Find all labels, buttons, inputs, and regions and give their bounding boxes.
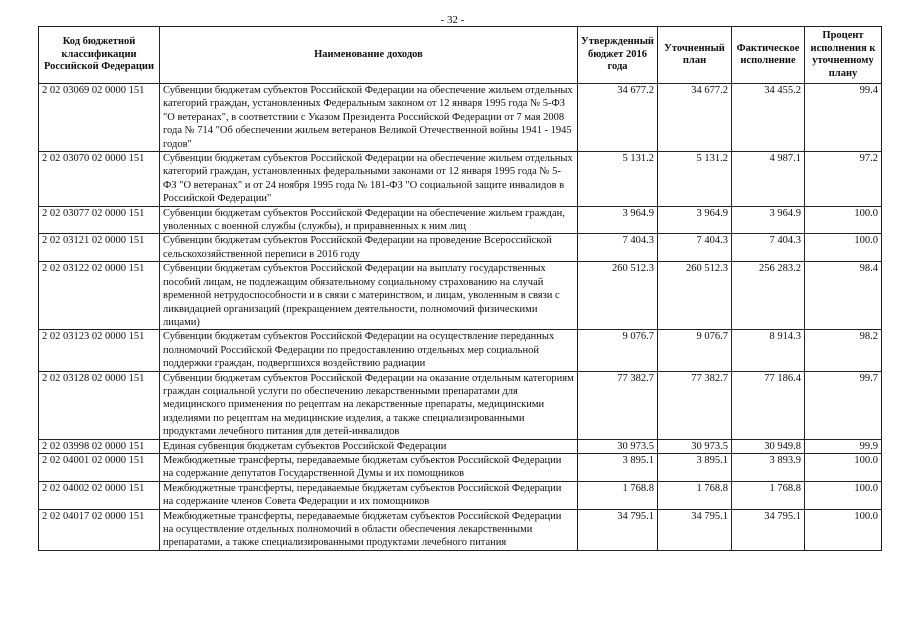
actual-execution-cell: 3 893.9 <box>732 453 805 481</box>
revenue-name-cell: Межбюджетные трансферты, передаваемые бюджетам субъектов Российской Федерации на содержание депутатов Государственной Думы и их помощников <box>160 453 578 481</box>
budget-code-cell: 2 02 03070 02 0000 151 <box>39 152 160 207</box>
execution-percent-cell: 100.0 <box>805 481 882 509</box>
execution-percent-cell: 100.0 <box>805 509 882 550</box>
revenue-table <box>38 26 882 551</box>
table-header-row <box>39 27 882 84</box>
table-row <box>39 262 882 330</box>
approved-budget-cell: 260 512.3 <box>578 262 658 330</box>
actual-execution-cell: 3 964.9 <box>732 206 805 234</box>
execution-percent-cell: 99.9 <box>805 439 882 453</box>
actual-execution-cell: 4 987.1 <box>732 152 805 207</box>
revenue-name-cell: Единая субвенция бюджетам субъектов Российской Федерации <box>160 439 578 453</box>
actual-execution-cell: 8 914.3 <box>732 330 805 371</box>
execution-percent-cell: 100.0 <box>805 453 882 481</box>
actual-execution-cell: 30 949.8 <box>732 439 805 453</box>
table-row <box>39 439 882 453</box>
header-code: Код бюджетной классификации Российской Федерации <box>39 27 160 84</box>
actual-execution-cell: 34 455.2 <box>732 84 805 152</box>
approved-budget-cell: 30 973.5 <box>578 439 658 453</box>
header-revised: Уточненный план <box>658 27 732 84</box>
execution-percent-cell: 100.0 <box>805 206 882 234</box>
table-row <box>39 371 882 439</box>
page-number: - 32 - <box>440 14 465 26</box>
approved-budget-cell: 5 131.2 <box>578 152 658 207</box>
header-name: Наименование доходов <box>160 27 578 84</box>
budget-code-cell: 2 02 03077 02 0000 151 <box>39 206 160 234</box>
budget-code-cell: 2 02 03128 02 0000 151 <box>39 371 160 439</box>
revenue-name-cell: Субвенции бюджетам субъектов Российской Федерации на проведение Всероссийской сельскохозяйственной переписи в 2016 году <box>160 234 578 262</box>
revenue-name-cell: Субвенции бюджетам субъектов Российской Федерации на обеспечение жильем граждан, уволенных с военной службы (службы), и приравненных к ним лиц <box>160 206 578 234</box>
table-row <box>39 330 882 371</box>
actual-execution-cell: 77 186.4 <box>732 371 805 439</box>
revised-plan-cell: 9 076.7 <box>658 330 732 371</box>
table-row <box>39 453 882 481</box>
budget-code-cell: 2 02 03121 02 0000 151 <box>39 234 160 262</box>
execution-percent-cell: 100.0 <box>805 234 882 262</box>
budget-code-cell: 2 02 04001 02 0000 151 <box>39 453 160 481</box>
revenue-name-cell: Субвенции бюджетам субъектов Российской Федерации на оказание отдельным категориям граждан социальной услуги по обеспечению лекарственными препаратами для медицинского применения по рецептам на лекарственные препараты, медицинскими изделиями по рецептам на медицинские изделия, а также специализированными продуктами лечебного питания для детей-инвалидов <box>160 371 578 439</box>
table-row <box>39 84 882 152</box>
execution-percent-cell: 98.4 <box>805 262 882 330</box>
revised-plan-cell: 34 795.1 <box>658 509 732 550</box>
revenue-name-cell: Межбюджетные трансферты, передаваемые бюджетам субъектов Российской Федерации на осуществление отдельных полномочий в области обеспечения лекарственными препаратами, а также специализированными продуктами лечебного питания <box>160 509 578 550</box>
execution-percent-cell: 99.4 <box>805 84 882 152</box>
revised-plan-cell: 3 895.1 <box>658 453 732 481</box>
actual-execution-cell: 256 283.2 <box>732 262 805 330</box>
approved-budget-cell: 3 964.9 <box>578 206 658 234</box>
approved-budget-cell: 34 795.1 <box>578 509 658 550</box>
table-row <box>39 152 882 207</box>
revenue-name-cell: Субвенции бюджетам субъектов Российской Федерации на осуществление переданных полномочий Российской Федерации по предоставлению отдельных мер социальной поддержки граждан, подвергшихся воздействию радиации <box>160 330 578 371</box>
budget-code-cell: 2 02 03998 02 0000 151 <box>39 439 160 453</box>
table-row <box>39 509 882 550</box>
approved-budget-cell: 9 076.7 <box>578 330 658 371</box>
approved-budget-cell: 7 404.3 <box>578 234 658 262</box>
execution-percent-cell: 99.7 <box>805 371 882 439</box>
revised-plan-cell: 260 512.3 <box>658 262 732 330</box>
budget-code-cell: 2 02 04017 02 0000 151 <box>39 509 160 550</box>
revised-plan-cell: 3 964.9 <box>658 206 732 234</box>
header-percent: Процент исполнения к уточненному плану <box>805 27 882 84</box>
revenue-name-cell: Субвенции бюджетам субъектов Российской Федерации на выплату государственных пособий лицам, не подлежащим обязательному социальному страхованию на случай временной нетрудоспособности и в связи с материнством, и лицам, уволенным в связи с ликвидацией организаций (прекращением деятельности, полномочий физическими лицами) <box>160 262 578 330</box>
header-approved: Утвержденный бюджет 2016 года <box>578 27 658 84</box>
table-row <box>39 234 882 262</box>
revenue-name-cell: Субвенции бюджетам субъектов Российской Федерации на обеспечение жильем отдельных категорий граждан, установленных Федеральным законом от 12 января 1995 года № 5-ФЗ "О ветеранах", в соответствии с Указом Президента Российской Федерации от 7 мая 2008 года № 714 "Об обеспечении жильем ветеранов Великой Отечественной войны 1941 - 1945 годов" <box>160 84 578 152</box>
revised-plan-cell: 30 973.5 <box>658 439 732 453</box>
approved-budget-cell: 34 677.2 <box>578 84 658 152</box>
revenue-name-cell: Межбюджетные трансферты, передаваемые бюджетам субъектов Российской Федерации на содержание членов Совета Федерации и их помощников <box>160 481 578 509</box>
approved-budget-cell: 1 768.8 <box>578 481 658 509</box>
actual-execution-cell: 1 768.8 <box>732 481 805 509</box>
budget-code-cell: 2 02 04002 02 0000 151 <box>39 481 160 509</box>
budget-code-cell: 2 02 03122 02 0000 151 <box>39 262 160 330</box>
budget-code-cell: 2 02 03069 02 0000 151 <box>39 84 160 152</box>
revised-plan-cell: 34 677.2 <box>658 84 732 152</box>
revised-plan-cell: 1 768.8 <box>658 481 732 509</box>
table-row <box>39 481 882 509</box>
revenue-name-cell: Субвенции бюджетам субъектов Российской Федерации на обеспечение жильем отдельных категорий граждан, установленных федеральными законами от 12 января 1995 года № 5-ФЗ "О ветеранах" и от 24 ноября 1995 года № 181-ФЗ "О социальной защите инвалидов в Российской Федерации" <box>160 152 578 207</box>
revised-plan-cell: 77 382.7 <box>658 371 732 439</box>
revised-plan-cell: 7 404.3 <box>658 234 732 262</box>
approved-budget-cell: 3 895.1 <box>578 453 658 481</box>
execution-percent-cell: 98.2 <box>805 330 882 371</box>
execution-percent-cell: 97.2 <box>805 152 882 207</box>
table-body <box>39 84 882 551</box>
actual-execution-cell: 7 404.3 <box>732 234 805 262</box>
actual-execution-cell: 34 795.1 <box>732 509 805 550</box>
revised-plan-cell: 5 131.2 <box>658 152 732 207</box>
approved-budget-cell: 77 382.7 <box>578 371 658 439</box>
budget-code-cell: 2 02 03123 02 0000 151 <box>39 330 160 371</box>
header-actual: Фактическое исполнение <box>732 27 805 84</box>
table-row <box>39 206 882 234</box>
